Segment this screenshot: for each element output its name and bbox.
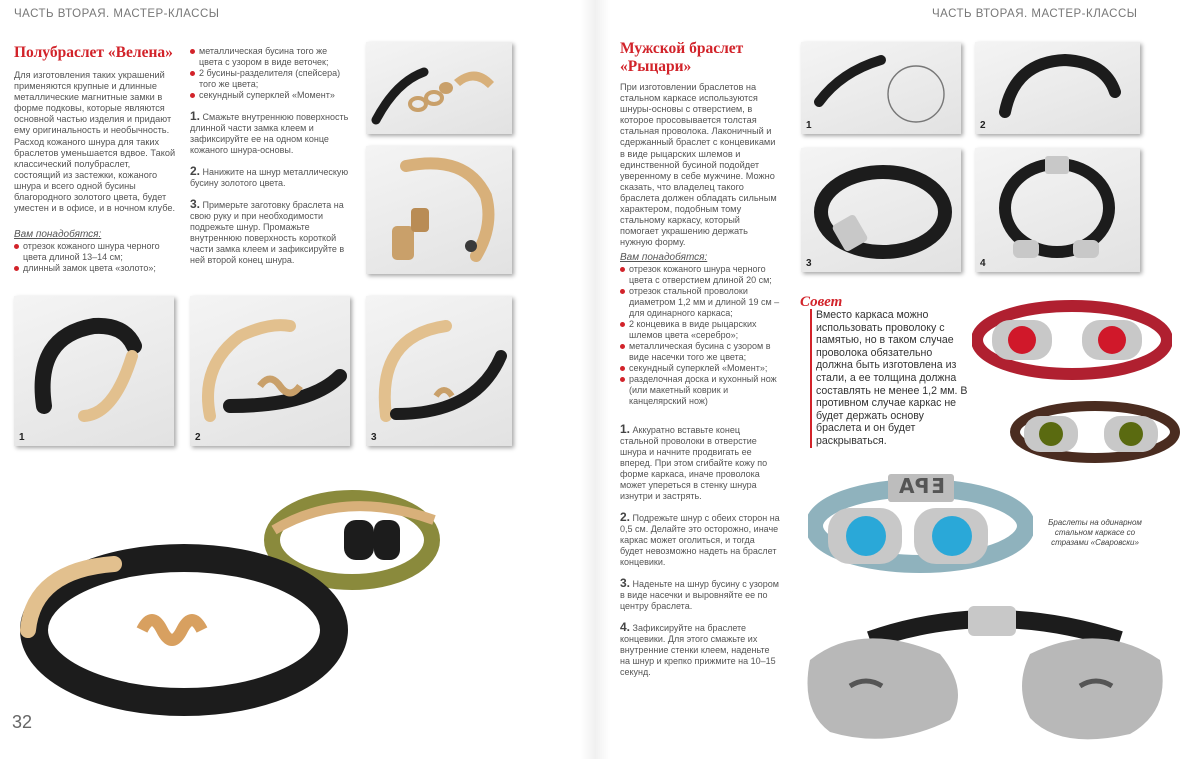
photo-number: 1 <box>806 120 812 131</box>
right-needs-heading: Вам понадобятся: <box>620 252 708 263</box>
right-needs-item: металлическая бусина с узором в виде насечки того же цвета; <box>620 341 786 363</box>
left-needs-block <box>14 229 178 274</box>
tip-heading: Совет <box>800 294 843 310</box>
photo-number: 3 <box>371 432 377 443</box>
left-step-2: 2. Нанижите на шнур металлическую бусину золотого цвета. <box>190 164 349 188</box>
photo-number: 3 <box>806 258 812 269</box>
left-step-1: 1. Смажьте внутреннюю поверхность длинной части замка клеем и зафиксируйте ее на одном конце кожаного шнура-основы. <box>190 109 349 155</box>
photo-number: 4 <box>980 258 986 269</box>
left-needs-item: 2 бусины-разделителя (спейсера) того же цвета; <box>190 68 352 90</box>
page-number: 32 <box>12 712 33 732</box>
bead-lettering: EPA <box>897 474 945 498</box>
left-article-title: Полубраслет «Велена» <box>14 44 173 61</box>
left-needs-item: отрезок кожаного шнура черного цвета длиной 13–14 см; <box>14 241 178 263</box>
photo-step-3 <box>366 296 512 446</box>
right-step-1: 1. Аккуратно вставьте конец стальной проволоки в отверстие шнура и начните продвигать ее вперед. При этом сгибайте кожу по форме каркаса, иначе проволока может упереться в стенку шнура изнутри и застрять. <box>620 422 768 501</box>
page-gutter <box>580 0 610 759</box>
tip-text: Вместо каркаса можно использовать проволоку с памятью, но в таком случае проволока обязательно должна быть изготовлена из стали, а ее толщина должна составлять не менее 1,2 мм. В противном случае каркас не будет держать основу браслета и он будет раскрываться. <box>810 309 972 448</box>
right-article-title: Мужской браслет «Рыцари» <box>620 40 744 75</box>
left-needs-heading: Вам понадобятся: <box>14 229 102 240</box>
photo-green-crystal-bracelet <box>1010 400 1180 470</box>
left-column-2 <box>190 46 352 276</box>
left-needs-item: длинный замок цвета «золото»; <box>14 263 178 274</box>
photo-number: 2 <box>980 120 986 131</box>
photo-r-step-3 <box>801 148 961 272</box>
right-needs-item: разделочная доска и кухонный нож (или макетный коврик и канцелярский нож) <box>620 374 786 407</box>
right-needs-item: отрезок кожаного шнура черного цвета с отверстием длиной 20 см; <box>620 264 786 286</box>
photo-r-step-2 <box>975 42 1140 134</box>
photo-number: 1 <box>19 432 25 443</box>
right-needs-block <box>620 252 786 407</box>
left-step-3: 3. Примерьте заготовку браслета на свою руку и при необходимости подрежьте шнур. Промажьте внутреннюю поверхность короткой части замка клеем и зафиксируйте в ней второй конец шнура. <box>190 197 345 265</box>
photo-step-1 <box>14 296 174 446</box>
photo-red-crystal-bracelet <box>972 300 1172 382</box>
left-needs-item: металлическая бусина того же цвета с узором в виде веточек; <box>190 46 352 68</box>
right-needs-item: 2 концевика в виде рыцарских шлемов цвета «серебро»; <box>620 319 786 341</box>
right-step-3: 3. Наденьте на шнур бусину с узором в виде насечки и выровняйте ее по центру браслета. <box>620 576 779 611</box>
photo-knight-bracelet <box>800 600 1172 750</box>
photo-gold-clasp <box>366 146 512 274</box>
photo-caption: Браслеты на одинарном стальном каркасе со стразами «Сваровски» <box>1048 518 1142 547</box>
photo-step-2 <box>190 296 350 446</box>
left-intro-text: Для изготовления таких украшений применяются крупные и длинные металлические магнитные замки в форме подковы, которые являются основной частью изделия и придают ему оригинальность и необычность. Расход кожаного шнура для таких браслетов уменьшается вдвое. Такой классический полубраслет, состоящий из застежки, кожаного шнура и всего одной бусины благородного золотого цвета, будет уместен и в офисе, и в ночном клубе. <box>14 70 176 214</box>
photo-r-step-1 <box>801 42 961 134</box>
right-needs-item: секундный суперклей «Момент»; <box>620 363 786 374</box>
photo-finished-bracelets <box>14 480 454 720</box>
photo-number: 2 <box>195 432 201 443</box>
photo-r-step-4 <box>975 148 1140 272</box>
photo-clasp-parts <box>366 42 512 134</box>
right-running-head: ЧАСТЬ ВТОРАЯ. МАСТЕР-КЛАССЫ <box>932 8 1138 20</box>
left-running-head: ЧАСТЬ ВТОРАЯ. МАСТЕР-КЛАССЫ <box>14 8 220 20</box>
left-needs-item: секундный суперклей «Момент» <box>190 90 352 101</box>
photo-blue-crystal-bracelet <box>808 470 1033 578</box>
right-steps-block <box>620 424 780 688</box>
right-intro-text: При изготовлении браслетов на стальном каркасе используются шнуры-основы с отверстием, в которое просовывается толстая стальная проволока. Лаконичный и сдержанный браслет с концевиками в виде рыцарских шлемов и единственной бусиной подойдет уверенному в себе мужчине. Можно сказать, что владелец такого браслета должен обладать сильным характером, подобным тому стальному каркасу, который помогает украшению держать нужную форму. <box>620 82 777 248</box>
right-step-2: 2. Подрежьте шнур с обеих сторон на 0,5 см. Делайте это осторожно, иначе каркас может оголиться, и тогда будет невозможно надеть на браслет концевики. <box>620 510 780 567</box>
right-needs-item: отрезок стальной проволоки диаметром 1,2 мм и длиной 19 см – для одинарного каркаса; <box>620 286 786 319</box>
right-step-4: 4. Зафиксируйте на браслете концевики. Для этого смажьте их внутренние стенки клеем, наденьте на шнур и крепко прижмите на 10–15 секунд. <box>620 620 776 677</box>
